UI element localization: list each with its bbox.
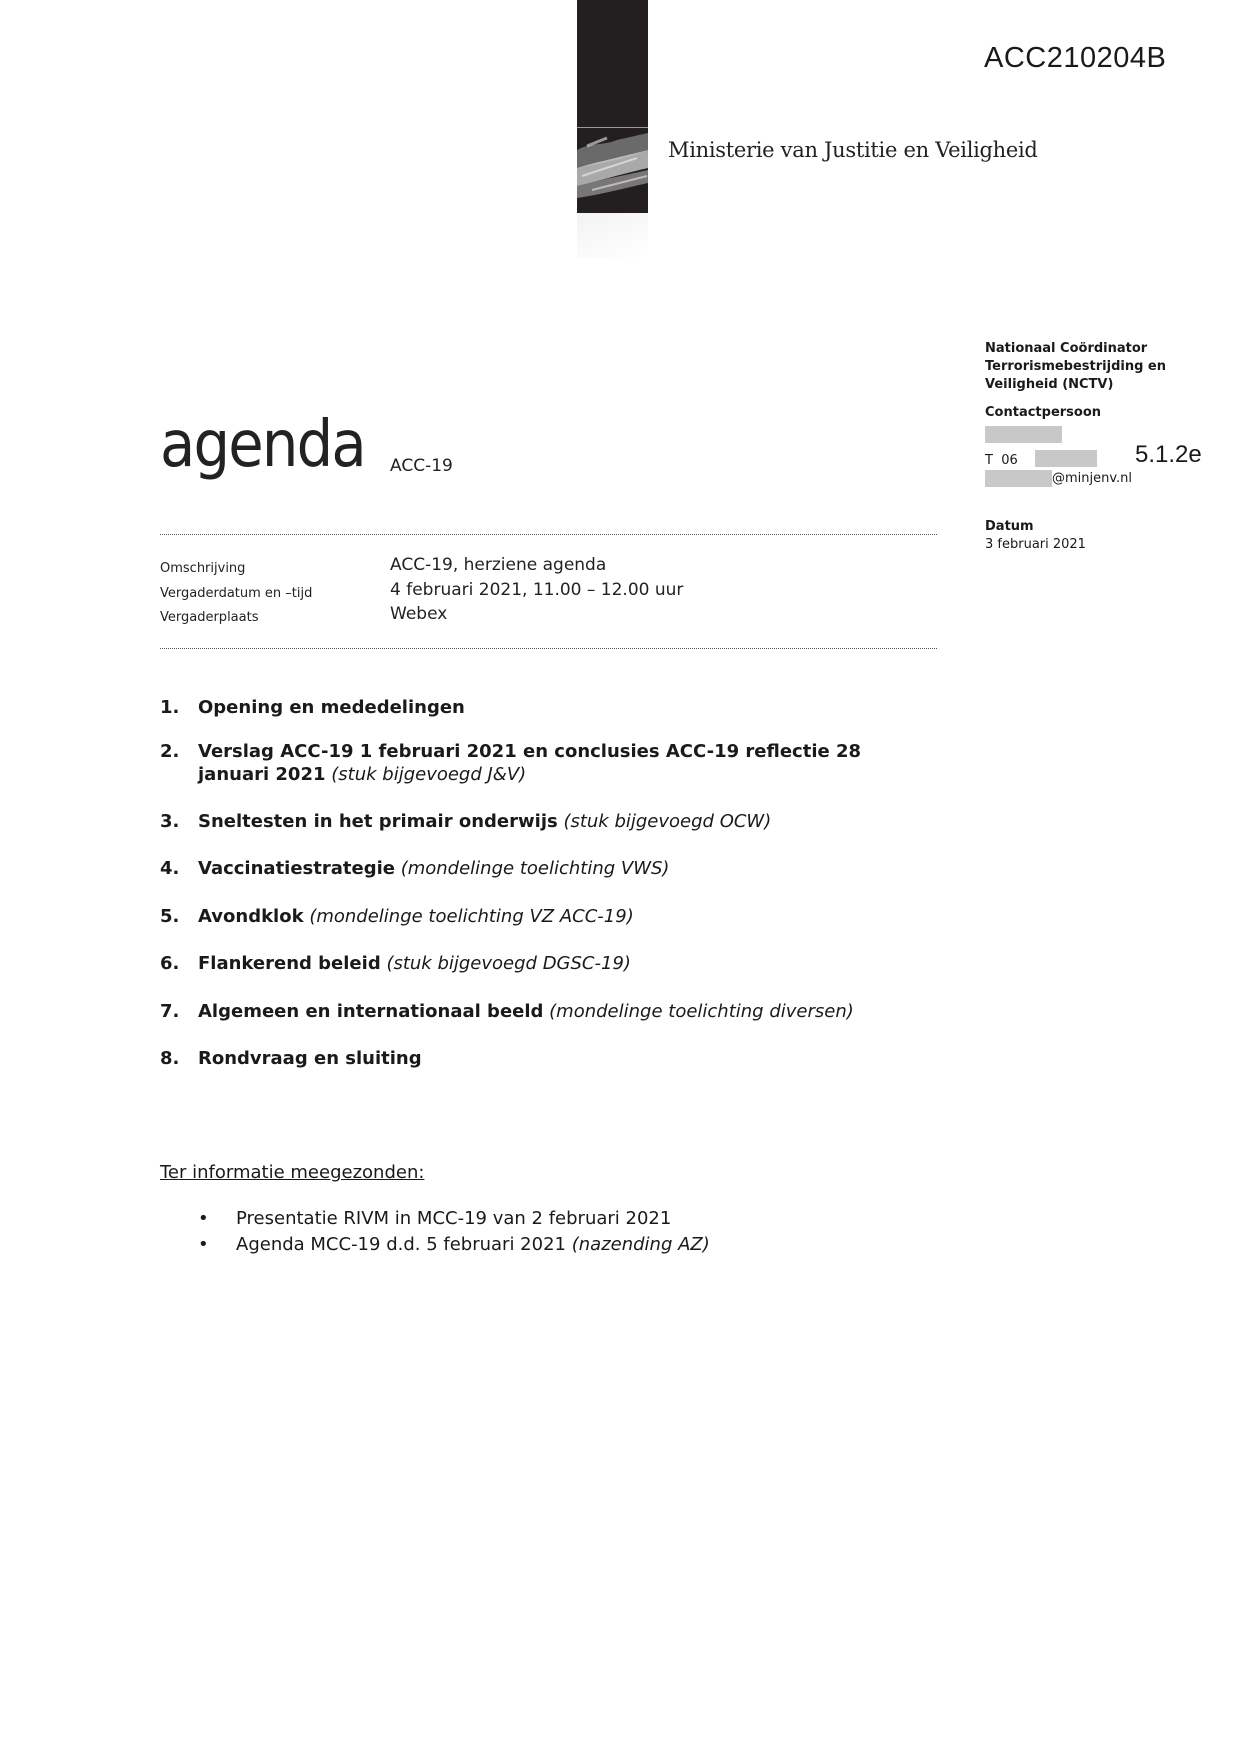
organisation-line-1: Nationaal Coördinator	[985, 341, 1148, 356]
contact-heading	[985, 404, 1101, 422]
agenda-item-number: 5.	[160, 906, 180, 927]
ministry-name: Ministerie van Justitie en Veiligheid	[668, 138, 1038, 162]
document-reference: ACC210204B	[984, 42, 1167, 74]
redacted-phone	[1035, 450, 1097, 467]
agenda-item-title: Sneltesten in het primair onderwijs	[198, 811, 558, 832]
agenda-item-note: (mondelinge toelichting VZ ACC-19)	[309, 906, 634, 927]
agenda-item-title: Rondvraag en sluiting	[198, 1048, 422, 1069]
agenda-item-number: 4.	[160, 858, 180, 879]
agenda-item-note: (stuk bijgevoegd J&V)	[331, 764, 527, 785]
agenda-item-number: 6.	[160, 953, 180, 974]
email-suffix: @minjenv.nl	[1052, 471, 1133, 486]
date-block	[985, 518, 1086, 554]
agenda-item-number: 7.	[160, 1001, 180, 1022]
agenda-item	[160, 740, 920, 786]
information-item	[160, 1208, 671, 1229]
meta-value-location: Webex	[390, 604, 448, 624]
bullet-icon: •	[198, 1208, 209, 1229]
meta-label-description: Omschrijving	[160, 561, 246, 576]
meta-value-description: ACC-19, herziene agenda	[390, 555, 607, 575]
agenda-item-title: Flankerend beleid	[198, 953, 381, 974]
meta-label-location: Vergaderplaats	[160, 610, 259, 625]
agenda-item-number: 3.	[160, 811, 180, 832]
agenda-item-title: Avondklok	[198, 906, 304, 927]
agenda-item	[160, 810, 920, 833]
organisation-line-3: Veiligheid (NCTV)	[985, 377, 1114, 392]
agenda-item-note: (mondelinge toelichting diversen)	[549, 1001, 854, 1022]
agenda-item	[160, 696, 920, 719]
divider-bottom	[160, 648, 937, 649]
information-item-text: Agenda MCC-19 d.d. 5 februari 2021	[236, 1234, 566, 1255]
meta-label-datetime: Vergaderdatum en –tijd	[160, 586, 313, 601]
agenda-item	[160, 905, 920, 928]
agenda-item-title: Opening en mededelingen	[198, 697, 465, 718]
agenda-item	[160, 1047, 920, 1070]
agenda-item-number: 1.	[160, 697, 180, 718]
agenda-item-note: (mondelinge toelichting VWS)	[400, 858, 670, 879]
agenda-item-number: 2.	[160, 741, 180, 762]
agenda-item-title: Algemeen en internationaal beeld	[198, 1001, 544, 1022]
meta-value-datetime: 4 februari 2021, 11.00 – 12.00 uur	[390, 580, 684, 600]
agenda-item-note: (stuk bijgevoegd OCW)	[563, 811, 772, 832]
agenda-item-note: (stuk bijgevoegd DGSC-19)	[386, 953, 631, 974]
page-title: agenda	[160, 408, 365, 482]
information-item	[160, 1234, 710, 1255]
organisation-block	[985, 340, 1166, 394]
agenda-item-number: 8.	[160, 1048, 180, 1069]
logo-shadow	[577, 213, 648, 258]
divider-top	[160, 534, 937, 535]
agenda-item	[160, 857, 920, 880]
agenda-item	[160, 1000, 920, 1023]
redacted-email-user	[985, 470, 1052, 487]
agenda-item-title: Vaccinatiestrategie	[198, 858, 395, 879]
contact-heading-label: Contactpersoon	[985, 405, 1102, 420]
agenda-item-title: Verslag ACC-19 1 februari 2021 en conclusies ACC-19 reflectie 28 januari 2021	[198, 741, 862, 785]
bullet-icon: •	[198, 1234, 209, 1255]
information-item-note: (nazending AZ)	[571, 1234, 710, 1255]
page-subtitle: ACC-19	[390, 456, 453, 476]
redaction-code: 5.1.2e	[1135, 441, 1202, 468]
information-item-text: Presentatie RIVM in MCC-19 van 2 februari 2021	[236, 1208, 672, 1229]
organisation-line-2: Terrorismebestrijding en	[985, 359, 1166, 374]
phone-prefix: T 06	[985, 453, 1018, 468]
date-heading: Datum	[985, 519, 1034, 534]
date-value: 3 februari 2021	[985, 537, 1086, 552]
information-heading: Ter informatie meegezonden:	[160, 1162, 425, 1183]
ministry-logo-emblem-icon	[577, 128, 648, 213]
agenda-item	[160, 952, 920, 975]
redacted-name	[985, 426, 1062, 443]
